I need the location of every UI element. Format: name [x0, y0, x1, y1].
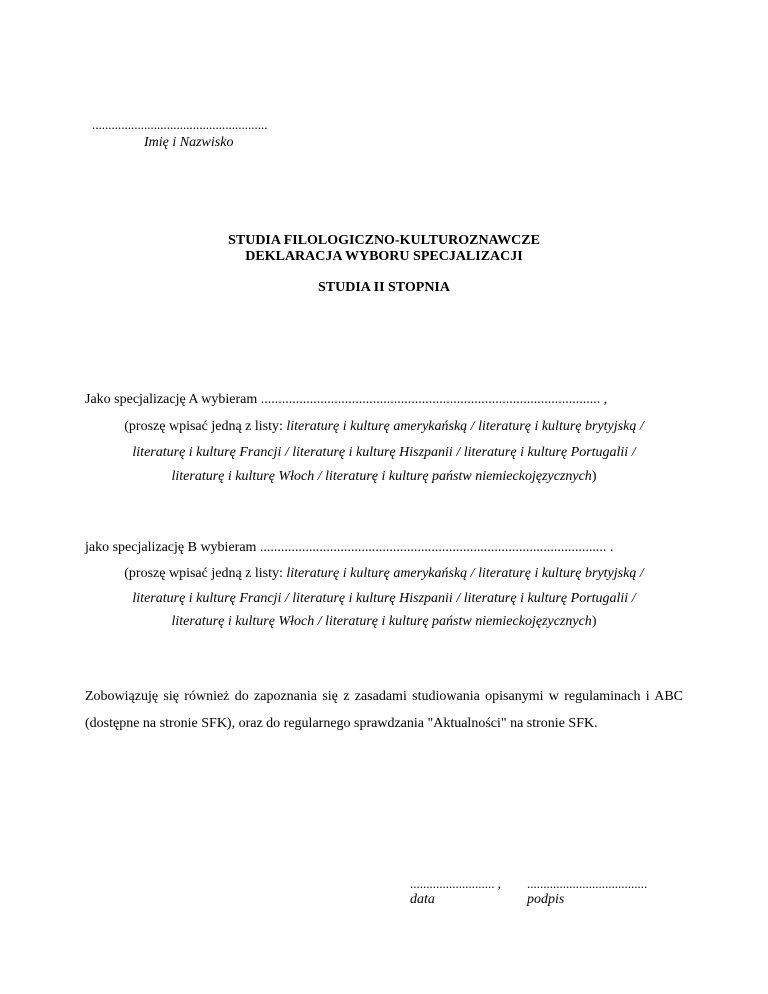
signature-dotted-line[interactable]: .....................................	[527, 876, 648, 891]
document-title-line1: STUDIA FILOLOGICZNO-KULTUROZNAWCZE	[228, 233, 540, 248]
specialization-a-hint-line1	[0, 419, 768, 435]
specialization-b-hint-line3	[0, 614, 768, 630]
hint-options: literaturę i kulturę amerykańską / literaturę i kulturę brytyjską /	[286, 566, 644, 581]
specialization-b-field[interactable]: jako specjalizację B wybieram ................................................................................................... .	[85, 540, 614, 555]
hint-options: literaturę i kulturę Włoch / literaturę i kulturę państw niemieckojęzycznych	[171, 469, 592, 484]
specialization-a-hint-line3	[0, 469, 768, 485]
specialization-b-hint-line1	[0, 566, 768, 582]
hint-suffix: )	[591, 614, 597, 629]
document-title-line3: STUDIA II STOPNIA	[317, 280, 450, 295]
specialization-a-field[interactable]: Jako specjalizację A wybieram ................................................................................................. ,	[85, 392, 608, 407]
name-label: Imię i Nazwisko	[144, 135, 234, 150]
hint-suffix: )	[591, 469, 597, 484]
specialization-a-hint-line2	[0, 445, 768, 461]
document-title-line2: DEKLARACJA WYBORU SPECJALIZACJI	[245, 249, 523, 264]
hint-prefix: (proszę wpisać jedną z listy:	[124, 566, 287, 581]
date-dotted-line[interactable]: .......................... ,	[410, 876, 501, 891]
hint-prefix: (proszę wpisać jedną z listy:	[124, 419, 287, 434]
hint-options: literaturę i kulturę amerykańską / literaturę i kulturę brytyjską /	[286, 419, 644, 434]
hint-options: literaturę i kulturę Francji / literaturę i kulturę Hiszpanii / literaturę i kulturę Portugalii /	[132, 591, 636, 606]
name-dotted-line[interactable]: ......................................................	[92, 117, 268, 132]
hint-options: literaturę i kulturę Włoch / literaturę i kulturę państw niemieckojęzycznych	[171, 614, 592, 629]
hint-options: literaturę i kulturę Francji / literaturę i kulturę Hiszpanii / literaturę i kulturę Portugalii /	[132, 445, 636, 460]
commitment-paragraph: Zobowiązuję się również do zapoznania się z zasadami studiowania opisanymi w regulaminach i ABC (dostępne na stronie SFK), oraz do regularnego sprawdzania "Aktualności" na stronie SFK.	[85, 689, 683, 731]
date-label: data	[410, 892, 435, 907]
signature-label: podpis	[527, 892, 565, 907]
specialization-b-hint-line2	[0, 591, 768, 607]
